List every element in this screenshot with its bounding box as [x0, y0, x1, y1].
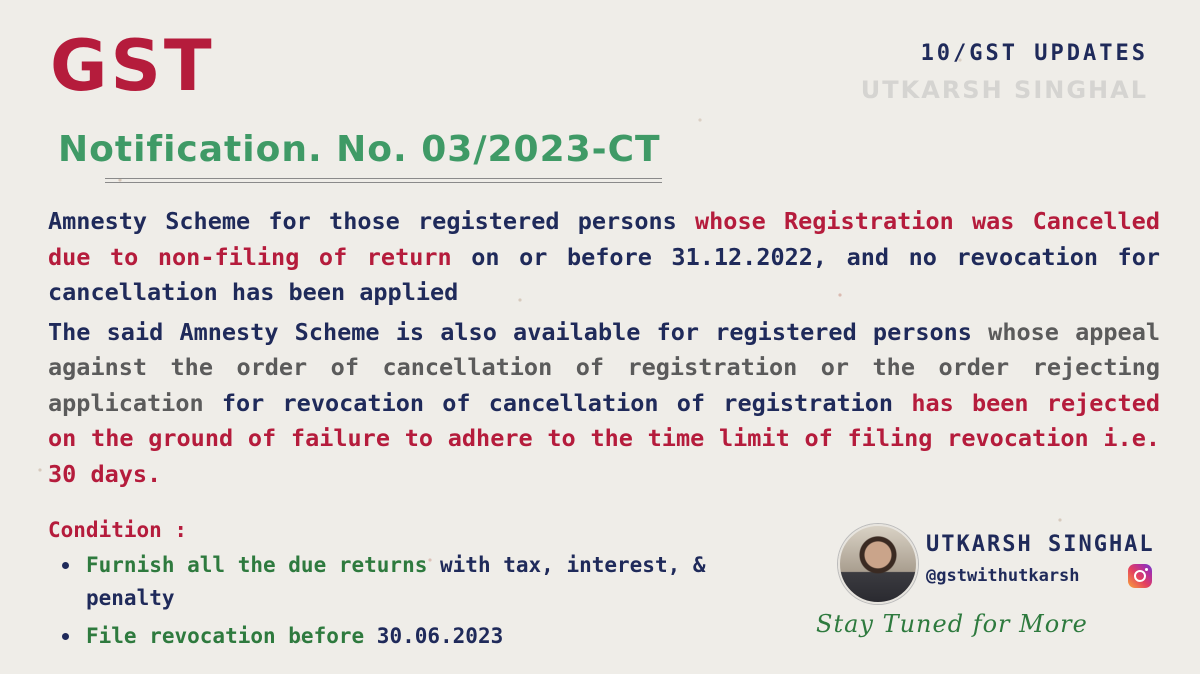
author-profile	[816, 524, 1158, 664]
condition-heading: Condition :	[48, 518, 188, 542]
condition-2-highlight: File revocation before	[86, 624, 377, 648]
bullet-icon	[62, 562, 69, 569]
avatar	[838, 524, 918, 604]
condition-item-revocation	[48, 620, 808, 653]
instagram-icon[interactable]	[1128, 564, 1152, 588]
page-title: GST	[50, 25, 215, 107]
notification-title: Notification. No. 03/2023-CT	[58, 129, 661, 170]
condition-1-highlight: Furnish all the due returns	[86, 553, 428, 577]
watermark-name: UTKARSH SINGHAL	[860, 76, 1148, 104]
series-label: 10/GST UPDATES	[920, 41, 1148, 66]
paragraph2-part2: whose appeal against the order of cancellation of registration or the order rejecting application	[48, 317, 1161, 417]
condition-item-returns	[48, 549, 786, 615]
paragraph-amnesty-scope	[48, 204, 1160, 311]
condition-2-date: 30.06.2023	[376, 624, 504, 648]
paragraph-amnesty-extension	[48, 315, 1160, 493]
paragraph1-highlight: whose Registration was Cancelled due to non-filing of return	[48, 207, 1160, 271]
author-name: UTKARSH SINGHAL	[926, 532, 1155, 557]
title-divider	[105, 178, 662, 184]
conditions-section	[48, 514, 808, 653]
paragraph1-part1: Amnesty Scheme for those registered persons	[48, 207, 695, 235]
paragraph2-part1: The said Amnesty Scheme is also available for registered persons	[48, 317, 989, 346]
tagline: Stay Tuned for More	[816, 610, 1088, 638]
paragraph2-part3: for revocation of cancellation of registration	[221, 388, 912, 417]
author-handle[interactable]: @gstwithutkarsh	[926, 566, 1080, 586]
body-text	[48, 204, 1160, 496]
bullet-icon	[62, 633, 69, 640]
paragraph2-highlight: has been rejected on the ground of failure to adhere to the time limit of filing revocation i.e. 30 days.	[48, 388, 1160, 488]
paragraph1-part3: on or before 31.12.2022, and no revocation for cancellation has been applied	[48, 242, 1160, 306]
condition-1-text: with tax, interest, & penalty	[86, 553, 706, 610]
